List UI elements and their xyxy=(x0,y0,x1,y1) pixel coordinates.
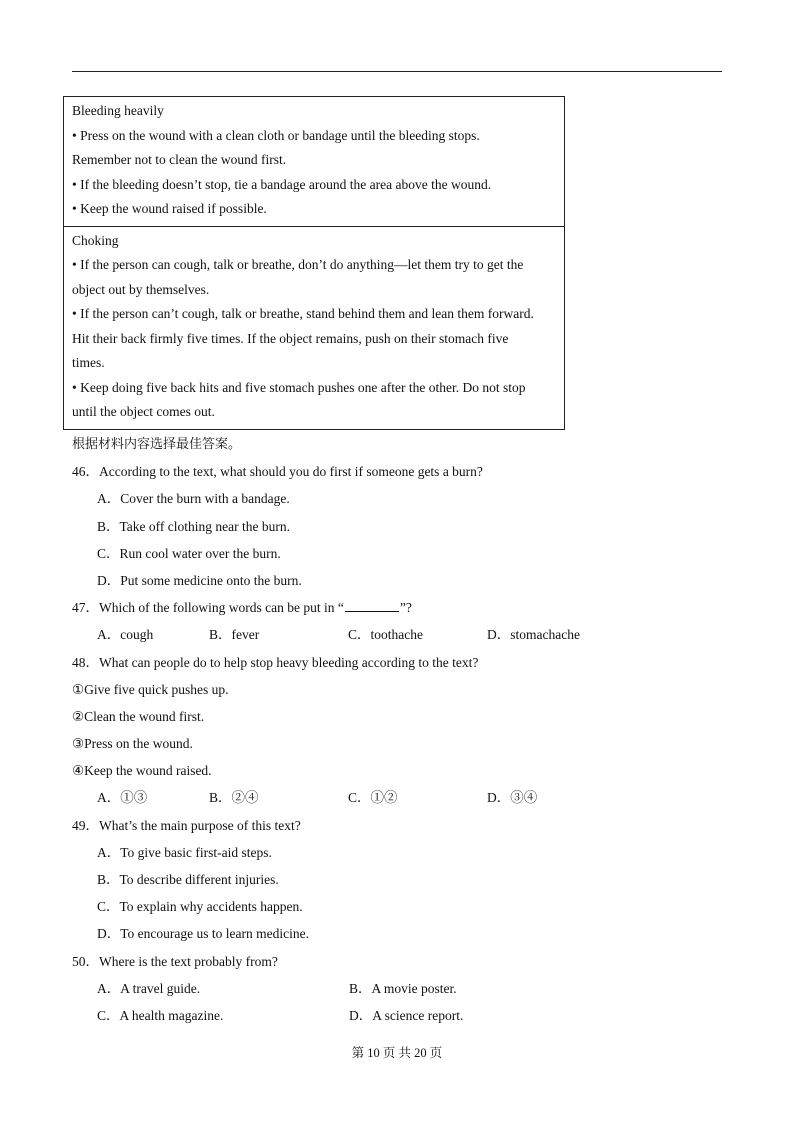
choking-line: • Keep doing five back hits and five stomach pushes one after the other. Do not stop xyxy=(72,379,526,395)
question-46-option-a[interactable]: A．Cover the burn with a bandage. xyxy=(97,491,290,507)
question-46-option-c[interactable]: C．Run cool water over the burn. xyxy=(97,545,281,561)
question-48-item: ②Clean the wound first. xyxy=(72,708,205,724)
question-50-options-row1 xyxy=(72,975,732,1002)
choking-line: • If the person can cough, talk or breathe, don’t do anything—let them try to get the xyxy=(72,257,524,272)
question-49-option-d[interactable]: D．To encourage us to learn medicine. xyxy=(97,926,309,942)
question-47-stem-after: ”? xyxy=(399,600,412,616)
question-50-option-b[interactable]: B．A movie poster. xyxy=(349,980,457,996)
question-48-option-d[interactable]: D．③④ xyxy=(487,790,538,806)
question-46-option-b[interactable]: B．Take off clothing near the burn. xyxy=(97,518,291,534)
question-46-option-d[interactable]: D．Put some medicine onto the burn. xyxy=(97,572,302,588)
question-47-options xyxy=(72,621,732,648)
bleeding-section xyxy=(64,97,564,226)
choking-line: Hit their back firmly five times. If the object remains, push on their stomach five xyxy=(72,330,509,346)
choking-line: until the object comes out. xyxy=(72,404,215,419)
question-48-item: ④Keep the wound raised. xyxy=(72,763,212,779)
question-48-option-b[interactable]: B．②④ xyxy=(209,790,259,806)
bleeding-line: • If the bleeding doesn’t stop, tie a bandage around the area above the wound. xyxy=(72,176,492,192)
answer-blank xyxy=(345,597,399,612)
question-48-stem: 48．What can people do to help stop heavy bleeding according to the text? xyxy=(72,654,479,670)
choking-title: Choking xyxy=(72,232,119,248)
bleeding-line: • Keep the wound raised if possible. xyxy=(72,201,267,216)
bleeding-title: Bleeding heavily xyxy=(72,103,164,118)
question-50-option-d[interactable]: D．A science report. xyxy=(349,1007,464,1023)
question-47-option-a[interactable]: A．cough xyxy=(97,627,154,643)
question-48-option-a[interactable]: A．①③ xyxy=(97,790,148,806)
question-49-option-b[interactable]: B．To describe different injuries. xyxy=(97,872,279,887)
choking-line: • If the person can’t cough, talk or breathe, stand behind them and lean them forward. xyxy=(72,306,534,321)
question-47-stem-before: 47．Which of the following words can be put in “ xyxy=(72,600,344,616)
questions-area xyxy=(72,431,732,1029)
question-49-option-c[interactable]: C．To explain why accidents happen. xyxy=(97,899,303,915)
page-number: 第 10 页 共 20 页 xyxy=(351,1046,443,1060)
question-50-option-a[interactable]: A．A travel guide. xyxy=(97,980,201,996)
question-47-option-c[interactable]: C．toothache xyxy=(348,627,423,643)
question-47-option-d[interactable]: D．stomachache xyxy=(487,627,580,643)
instruction: 根据材料内容选择最佳答案。 xyxy=(72,437,242,452)
question-48-item: ③Press on the wound. xyxy=(72,736,193,752)
question-49-stem: 49．What’s the main purpose of this text? xyxy=(72,817,301,833)
first-aid-table xyxy=(63,96,565,430)
question-49-option-a[interactable]: A．To give basic first-aid steps. xyxy=(97,844,272,860)
question-48-option-c[interactable]: C．①② xyxy=(348,790,398,806)
question-50-options-row2 xyxy=(72,1002,732,1029)
question-50-stem: 50．Where is the text probably from? xyxy=(72,953,278,969)
question-47-option-b[interactable]: B．fever xyxy=(209,627,260,643)
choking-section xyxy=(64,226,564,429)
bleeding-line: Remember not to clean the wound first. xyxy=(72,152,287,167)
question-47-stem xyxy=(72,594,732,621)
header-rule xyxy=(72,71,722,72)
question-46-stem: 46．According to the text, what should you do first if someone gets a burn? xyxy=(72,464,483,480)
question-48-item: ①Give five quick pushes up. xyxy=(72,681,229,697)
choking-line: times. xyxy=(72,355,105,370)
question-48-options xyxy=(72,784,732,811)
bleeding-line: • Press on the wound with a clean cloth or bandage until the bleeding stops. xyxy=(72,127,480,143)
question-50-option-c[interactable]: C．A health magazine. xyxy=(97,1007,224,1023)
choking-line: object out by themselves. xyxy=(72,281,210,297)
